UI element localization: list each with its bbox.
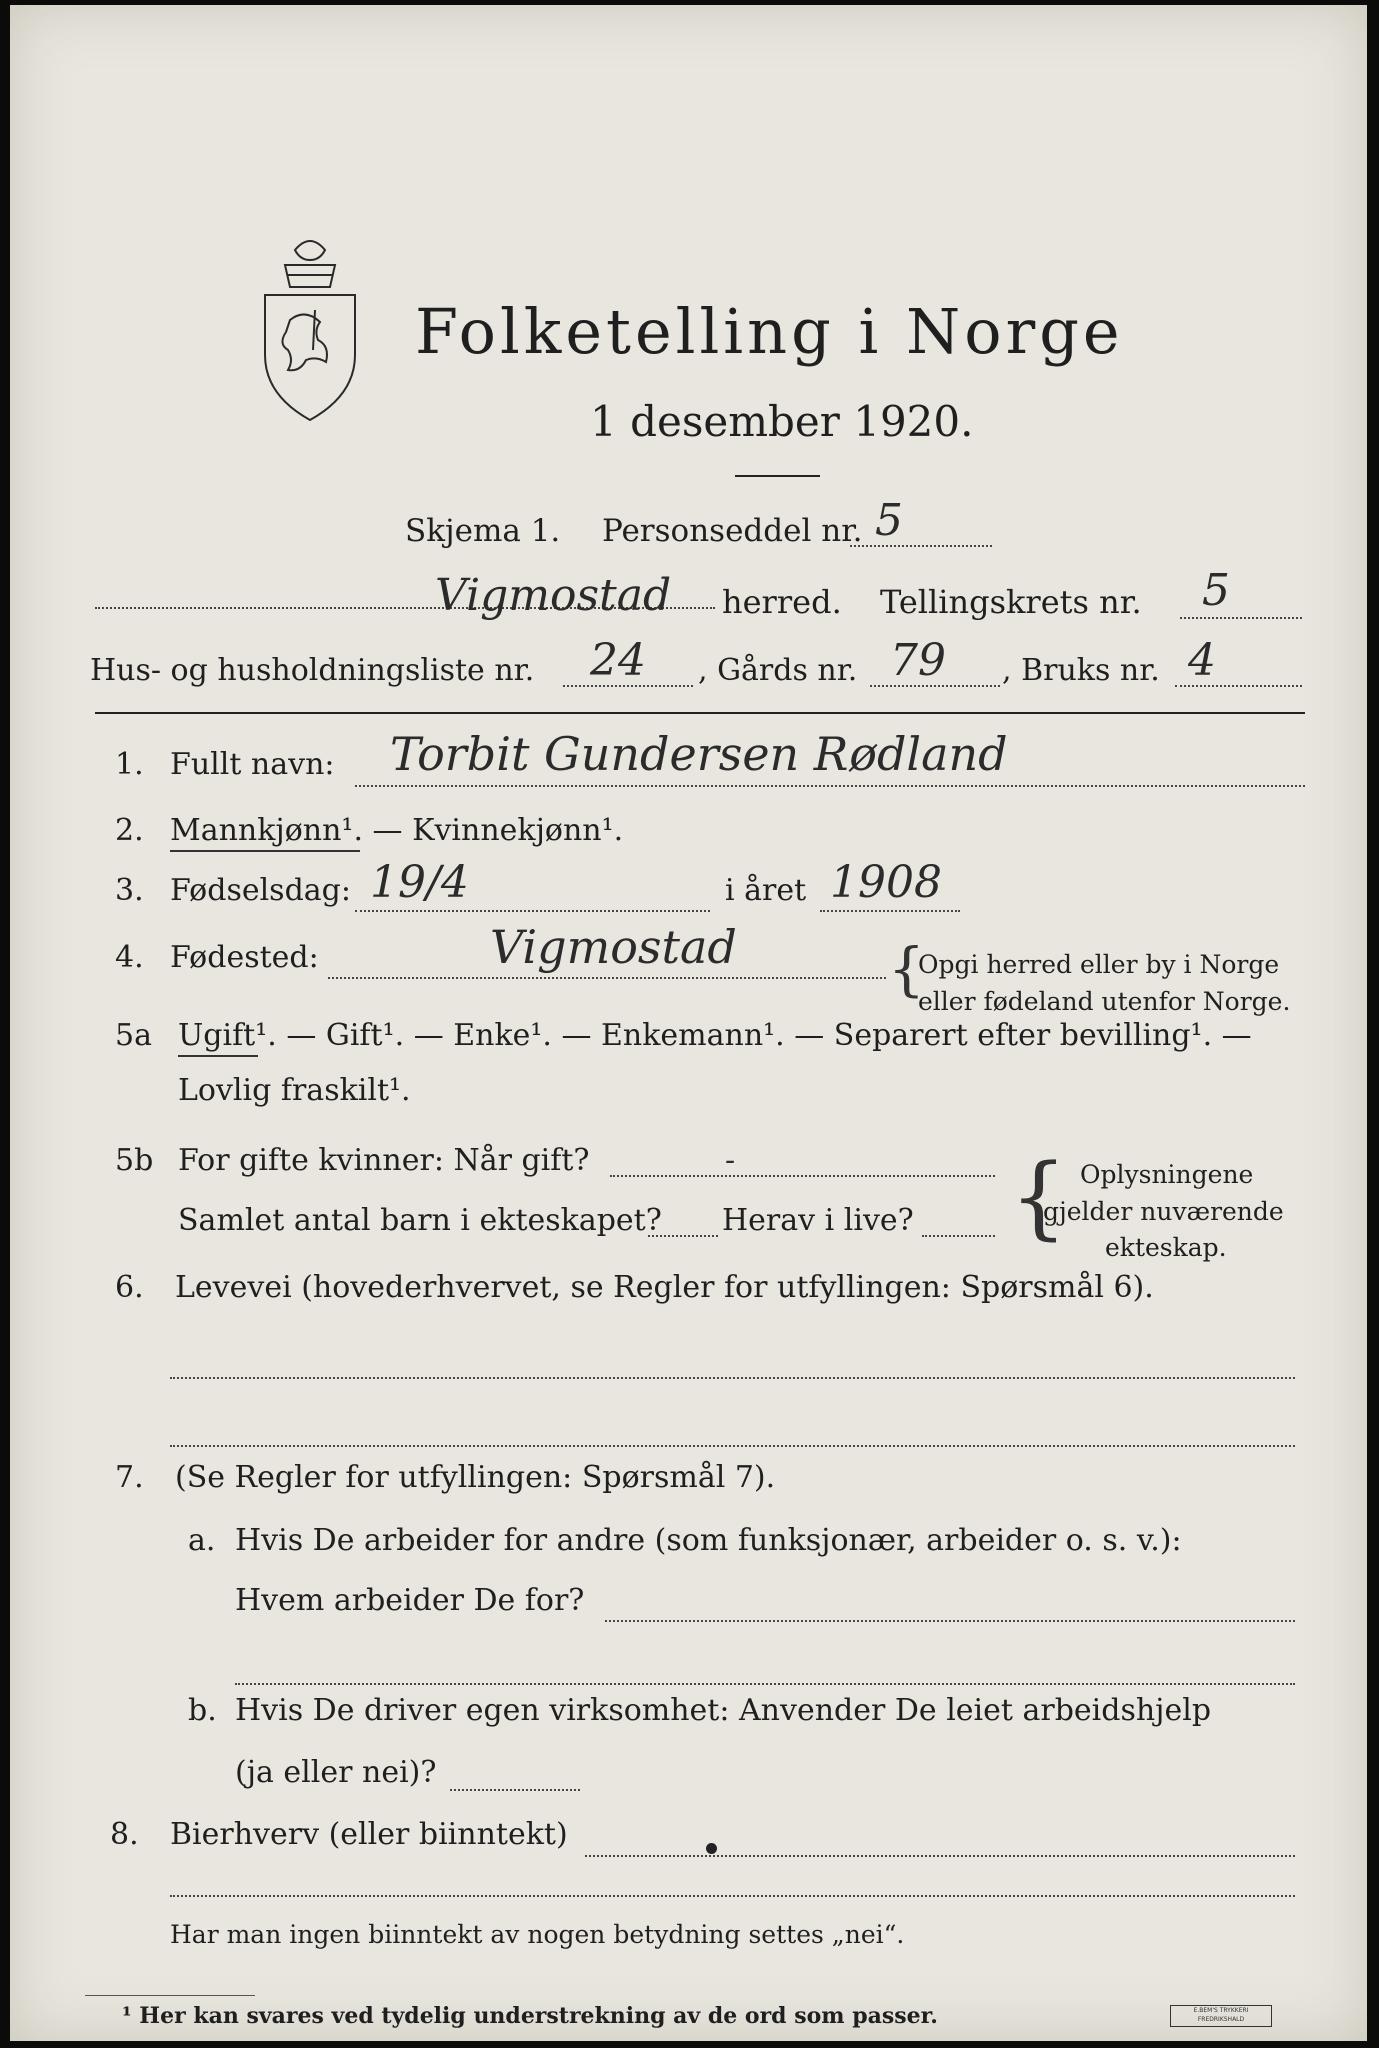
q1-label: Fullt navn: [170,747,335,782]
q7b-line1: Hvis De driver egen virksomhet: Anvender De leiet arbeidshjelp [235,1693,1212,1728]
tellingskrets-line [1180,617,1302,619]
q5b-alive-label: Herav i live? [722,1203,914,1238]
full-name-value[interactable]: Torbit Gundersen Rødland [390,727,1008,781]
q2-number: 2. [115,813,144,848]
q4-note-line2: eller fødeland utenfor Norge. [918,987,1291,1016]
printer-stamp-text: E.BEM'S TRYKKERI FREDRIKSHALD [1193,2007,1249,2023]
q7-number: 7. [115,1460,144,1495]
q5a-underline-ugift [178,1055,258,1057]
personseddel-value[interactable]: 5 [875,495,903,546]
coat-of-arms-icon [255,230,365,435]
q4-brace: { [888,935,925,1003]
q5a-line2: Lovlig fraskilt¹. [178,1073,411,1108]
ink-dot [706,1843,717,1854]
q4-number: 4. [115,940,144,975]
q8-label: Bierhverv (eller biinntekt) [170,1817,568,1852]
birthplace-value[interactable]: Vigmostad [490,920,737,974]
footnote-text: ¹ Her kan svares ved tydelig understrekning av de ord som passer. [122,2003,938,2029]
skjema-label: Skjema 1. [405,513,561,549]
q8-number: 8. [110,1817,139,1852]
birthplace-line [328,977,886,979]
q6-line-2 [170,1445,1295,1447]
bruks-value[interactable]: 4 [1188,635,1216,686]
tellingskrets-value[interactable]: 5 [1202,565,1230,616]
q5b-children-label: Samlet antal barn i ekteskapet? [178,1203,662,1238]
birthyear-value[interactable]: 1908 [830,857,942,908]
employer-line-2 [235,1683,1295,1685]
header-divider [95,712,1305,714]
hus-value[interactable]: 24 [590,635,646,686]
title-divider [735,475,820,477]
q5b-children-line [648,1235,718,1237]
personseddel-label: Personseddel nr. [602,513,863,549]
q3-label: Fødselsdag: [170,873,351,908]
q6-number: 6. [115,1270,144,1305]
footnote-divider [85,1995,255,1996]
q7-label: (Se Regler for utfyllingen: Spørsmål 7). [175,1460,776,1495]
census-form [10,5,1367,2041]
form-date: 1 desember 1920. [590,397,974,446]
q6-label: Levevei (hovederhvervet, se Regler for utfyllingen: Spørsmål 6). [175,1270,1154,1305]
q2-underline-mannkjonn [170,850,360,852]
q4-label: Fødested: [170,940,319,975]
q7b-line2: (ja eller nei)? [235,1755,437,1790]
secondary-income-line-1 [585,1855,1295,1857]
q5a-number: 5a [115,1018,152,1053]
printer-stamp [1170,2005,1272,2027]
birthdate-value[interactable]: 19/4 [370,857,469,908]
q3-year-label: i året [725,873,807,908]
herred-value[interactable]: Vigmostad [435,570,672,621]
q2-gender-options: Mannkjønn¹. — Kvinnekjønn¹. [170,813,624,848]
personseddel-line [850,545,992,547]
hus-label: Hus- og husholdningsliste nr. [90,653,535,688]
q1-number: 1. [115,747,144,782]
birthyear-line [820,910,960,912]
q5b-married-label: For gifte kvinner: Når gift? [178,1143,590,1178]
q1-line [355,785,1305,787]
secondary-income-line-2 [170,1895,1295,1897]
q5b-alive-line [922,1235,995,1237]
q8-note: Har man ingen biinntekt av nogen betydning settes „nei“. [170,1920,905,1949]
q7b-number: b. [188,1693,217,1728]
bruks-label: , Bruks nr. [1002,653,1160,688]
birthdate-line [355,910,710,912]
q7a-line2: Hvem arbeider De for? [235,1583,585,1618]
form-title: Folketelling i Norge [415,295,1124,368]
q5b-note-line2: gjelder nuværende [1043,1197,1284,1226]
herred-label: herred. [722,583,842,621]
gards-label: , Gårds nr. [698,653,858,688]
q7a-number: a. [188,1523,216,1558]
q5b-brace: { [1010,1145,1068,1250]
q7a-line1: Hvis De arbeider for andre (som funksjonær, arbeider o. s. v.): [235,1523,1182,1558]
q5b-number: 5b [115,1143,154,1178]
tellingskrets-label: Tellingskrets nr. [880,583,1142,621]
gards-value[interactable]: 79 [890,635,946,686]
q5b-married-line [610,1175,995,1177]
q5b-married-value[interactable]: - [725,1143,736,1178]
q6-line-1 [170,1377,1295,1379]
q3-number: 3. [115,873,144,908]
q5b-note-line1: Oplysningene [1080,1160,1254,1189]
employer-line-1 [605,1620,1295,1622]
hired-help-line [450,1789,580,1791]
q5a-marital-options: Ugift¹. — Gift¹. — Enke¹. — Enkemann¹. — Separert efter bevilling¹. — [178,1018,1252,1053]
q4-note-line1: Opgi herred eller by i Norge [918,950,1280,979]
q5b-note-line3: ekteskap. [1105,1233,1227,1262]
